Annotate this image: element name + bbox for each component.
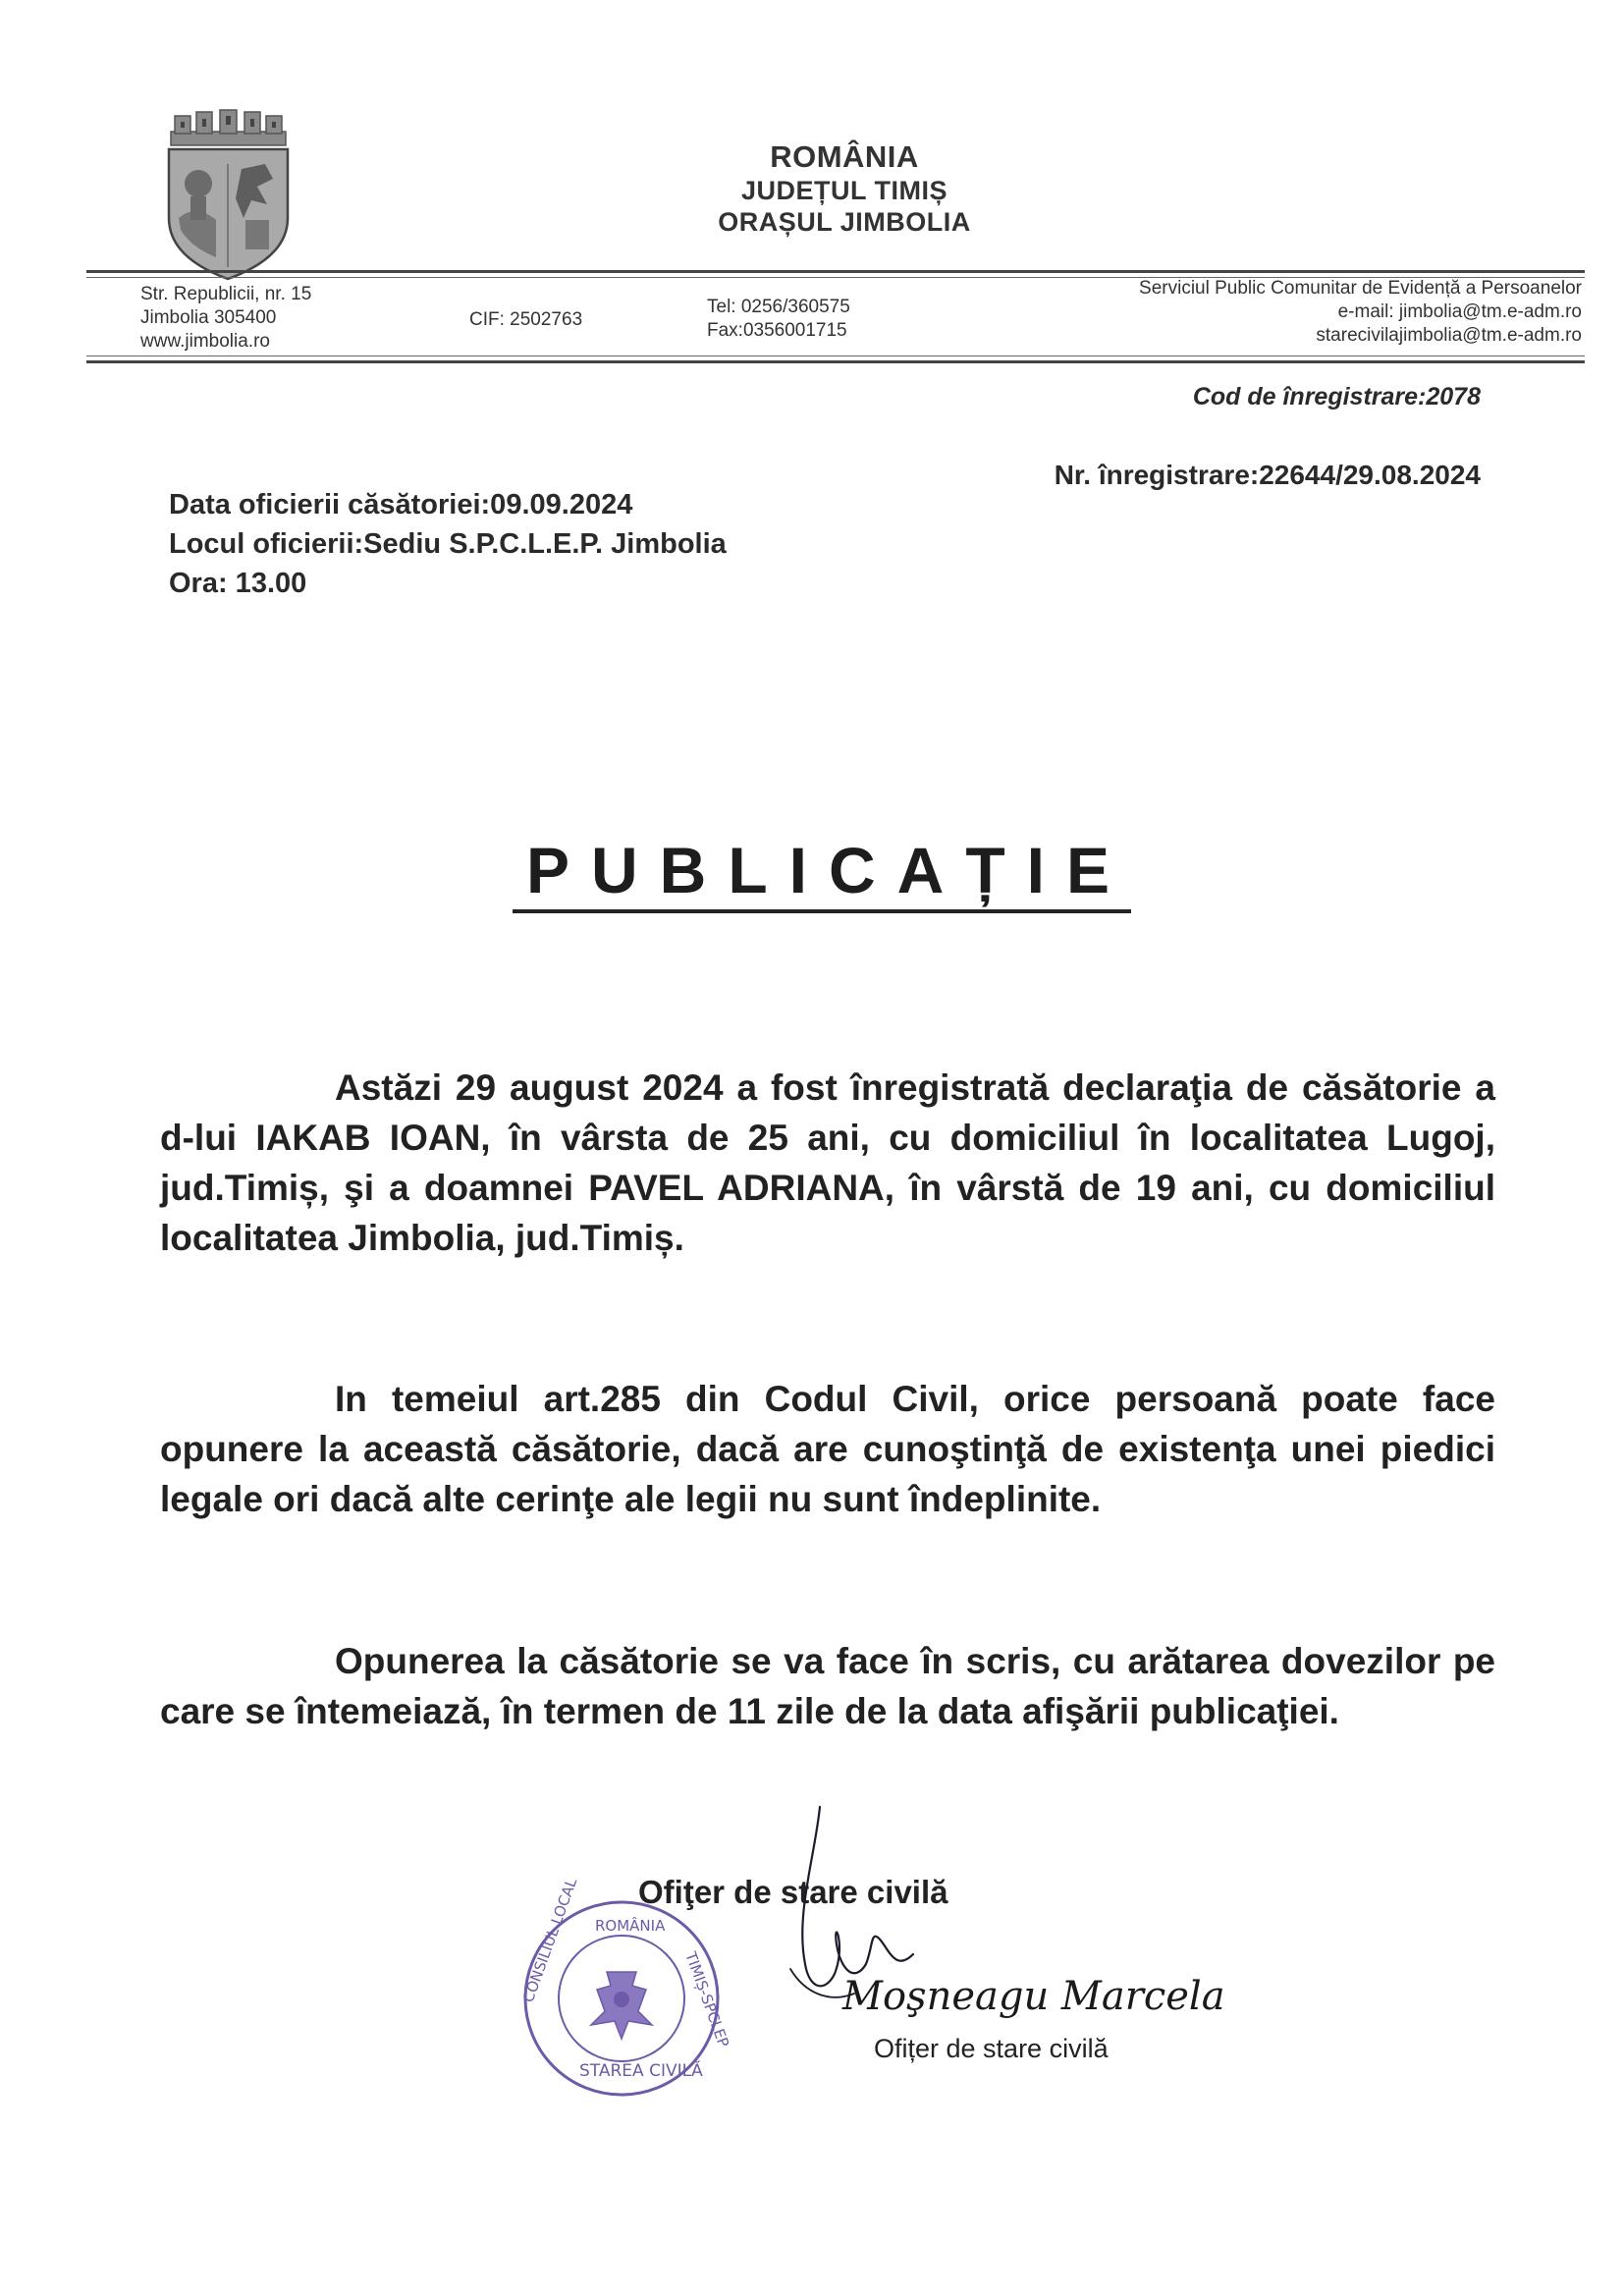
header-address [140,283,311,354]
header-phone: Tel: 0256/360575 [707,297,850,317]
document-title-text: PUBLICAȚIE [513,833,1131,913]
header-rule-bottom [86,360,1585,363]
header-service [953,277,1582,348]
signature-name: Moşneagu Marcela [842,1974,1225,2019]
address-city: Jimbolia 305400 [140,307,277,328]
header-cif: CIF: 2502763 [469,309,583,330]
ceremony-time: Ora: 13.00 [169,568,307,599]
header-city: ORAȘUL JIMBOLIA [718,207,971,237]
registration-code: Cod de înregistrare:2078 [1192,383,1481,410]
svg-text:ROMÂNIA: ROMÂNIA [595,1917,666,1935]
signature-title: Ofiţer de stare civilă [638,1874,948,1910]
header-rule-bottom-thin [86,355,1585,356]
svg-text:STAREA CIVILĂ: STAREA CIVILĂ [579,2061,703,2081]
address-street: Str. Republicii, nr. 15 [140,284,312,304]
ceremony-details [169,485,727,603]
service-name: Serviciul Public Comunitar de Evidență a Persoanelor [1139,278,1582,299]
header-country: ROMÂNIA [770,139,919,174]
header-rule-top [86,270,1585,273]
paragraph-opposition: Opunerea la căsătorie se va face în scris, cu arătarea dovezilor pe care se întemeiază, în termen de 11 zile de la data afişării publicaţiei. [160,1641,1495,1731]
svg-text:TIMIȘ-SPCLEP: TIMIȘ-SPCLEP [681,1949,732,2050]
city-crest-icon [157,110,299,282]
document-title [0,833,1624,913]
ceremony-date: Data oficierii căsătoriei:09.09.2024 [169,489,633,520]
header-authority [648,139,1041,238]
paragraph-declaration: Astăzi 29 august 2024 a fost înregistrată declaraţia de căsătorie a d-lui IAKAB IOAN, în vârsta de 25 ani, cu domiciliul în localitatea Lugoj, jud.Timiș, şi a doamnei PAVEL ADRIANA, în vârstă de 19 ani, cu domiciliul localitatea Jimbolia, jud.Timiș. [160,1067,1495,1258]
header-fax: Fax:0356001715 [707,320,847,341]
ceremony-place: Locul oficierii:Sediu S.P.C.L.E.P. Jimbolia [169,528,727,560]
svg-text:CONSILIUL LOCAL: CONSILIUL LOCAL [518,1876,581,2005]
service-email-2: starecivilajimbolia@tm.e-adm.ro [1316,325,1582,346]
registration-number: Nr. înregistrare:22644/29.08.2024 [1054,460,1481,490]
service-email: e-mail: jimbolia@tm.e-adm.ro [1337,301,1582,322]
address-website: www.jimbolia.ro [140,331,270,352]
paragraph-legal-basis: In temeiul art.285 din Codul Civil, orice persoană poate face opunere la această căsătorie, dacă are cunoştinţă de existenţa unei piedici legale ori dacă alte cerinţe ale legii nu sunt îndeplinite. [160,1379,1495,1519]
header-phones [707,296,850,343]
signature-role: Ofițer de stare civilă [874,2034,1109,2063]
header-county: JUDEȚUL TIMIȘ [740,176,947,205]
official-stamp-icon [518,1876,732,2102]
